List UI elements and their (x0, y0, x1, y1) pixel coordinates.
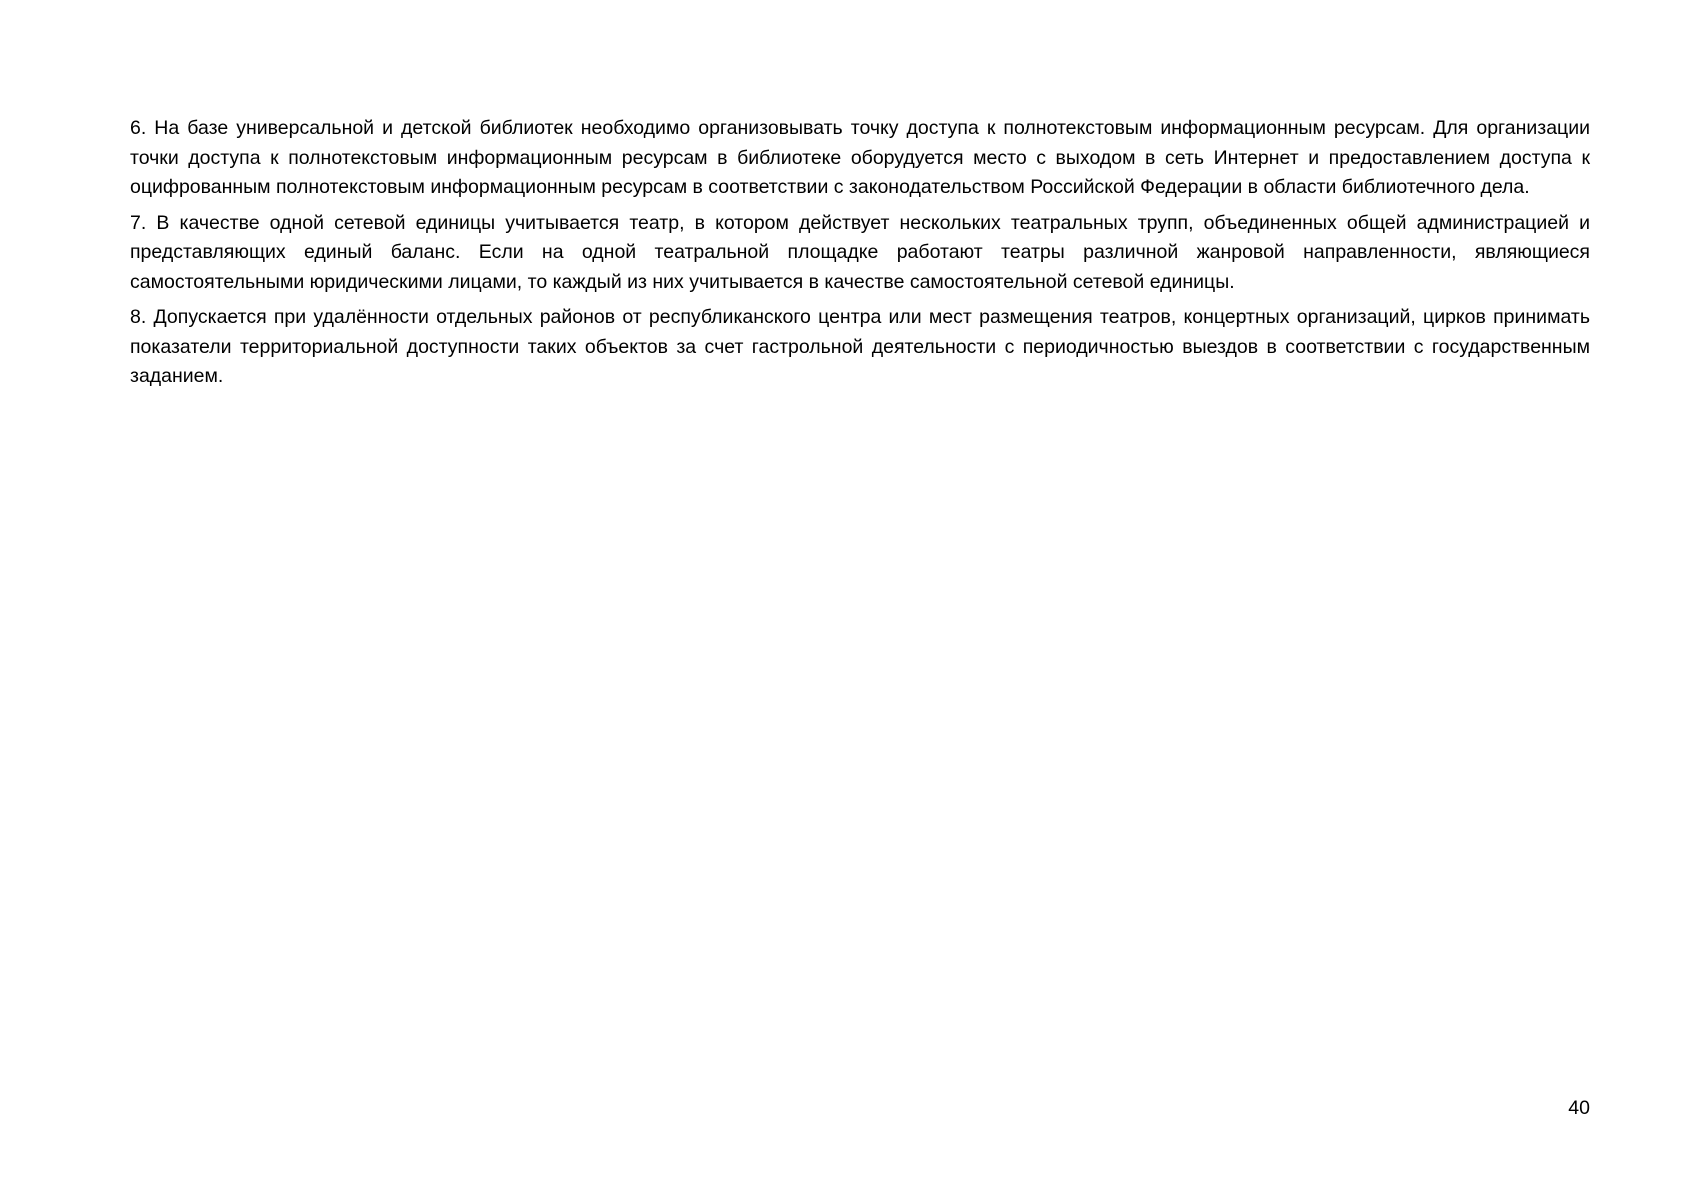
paragraph-8: 8. Допускается при удалённости отдельных районов от республиканского центра или мест размещения театров, концертных организаций, цирков принимать показатели территориальной доступности таких объектов за счет гастрольной деятельности с периодичностью выездов в соответствии с государственным заданием. (130, 306, 1590, 387)
page-number: 40 (1568, 1097, 1590, 1119)
paragraph-7: 7. В качестве одной сетевой единицы учитывается театр, в котором действует нескольких театральных трупп, объединенных общей администрацией и представляющих единый баланс. Если на одной театральной площадке работают театры различной жанровой направленности, являющиеся самостоятельными юридическими лицами, то каждый из них учитывается в качестве самостоятельной сетевой единицы. (130, 211, 1590, 293)
document-body (130, 114, 1590, 398)
paragraph-6: 6. На базе универсальной и детской библиотек необходимо организовывать точку доступа к полнотекстовым информационным ресурсам. Для организации точки доступа к полнотекстовым информационным ресурсам в библиотеке оборудуется место с выходом в сеть Интернет и предоставлением доступа к оцифрованным полнотекстовым информационным ресурсам в соответствии с законодательством Российской Федерации в области библиотечного дела. (130, 117, 1590, 198)
